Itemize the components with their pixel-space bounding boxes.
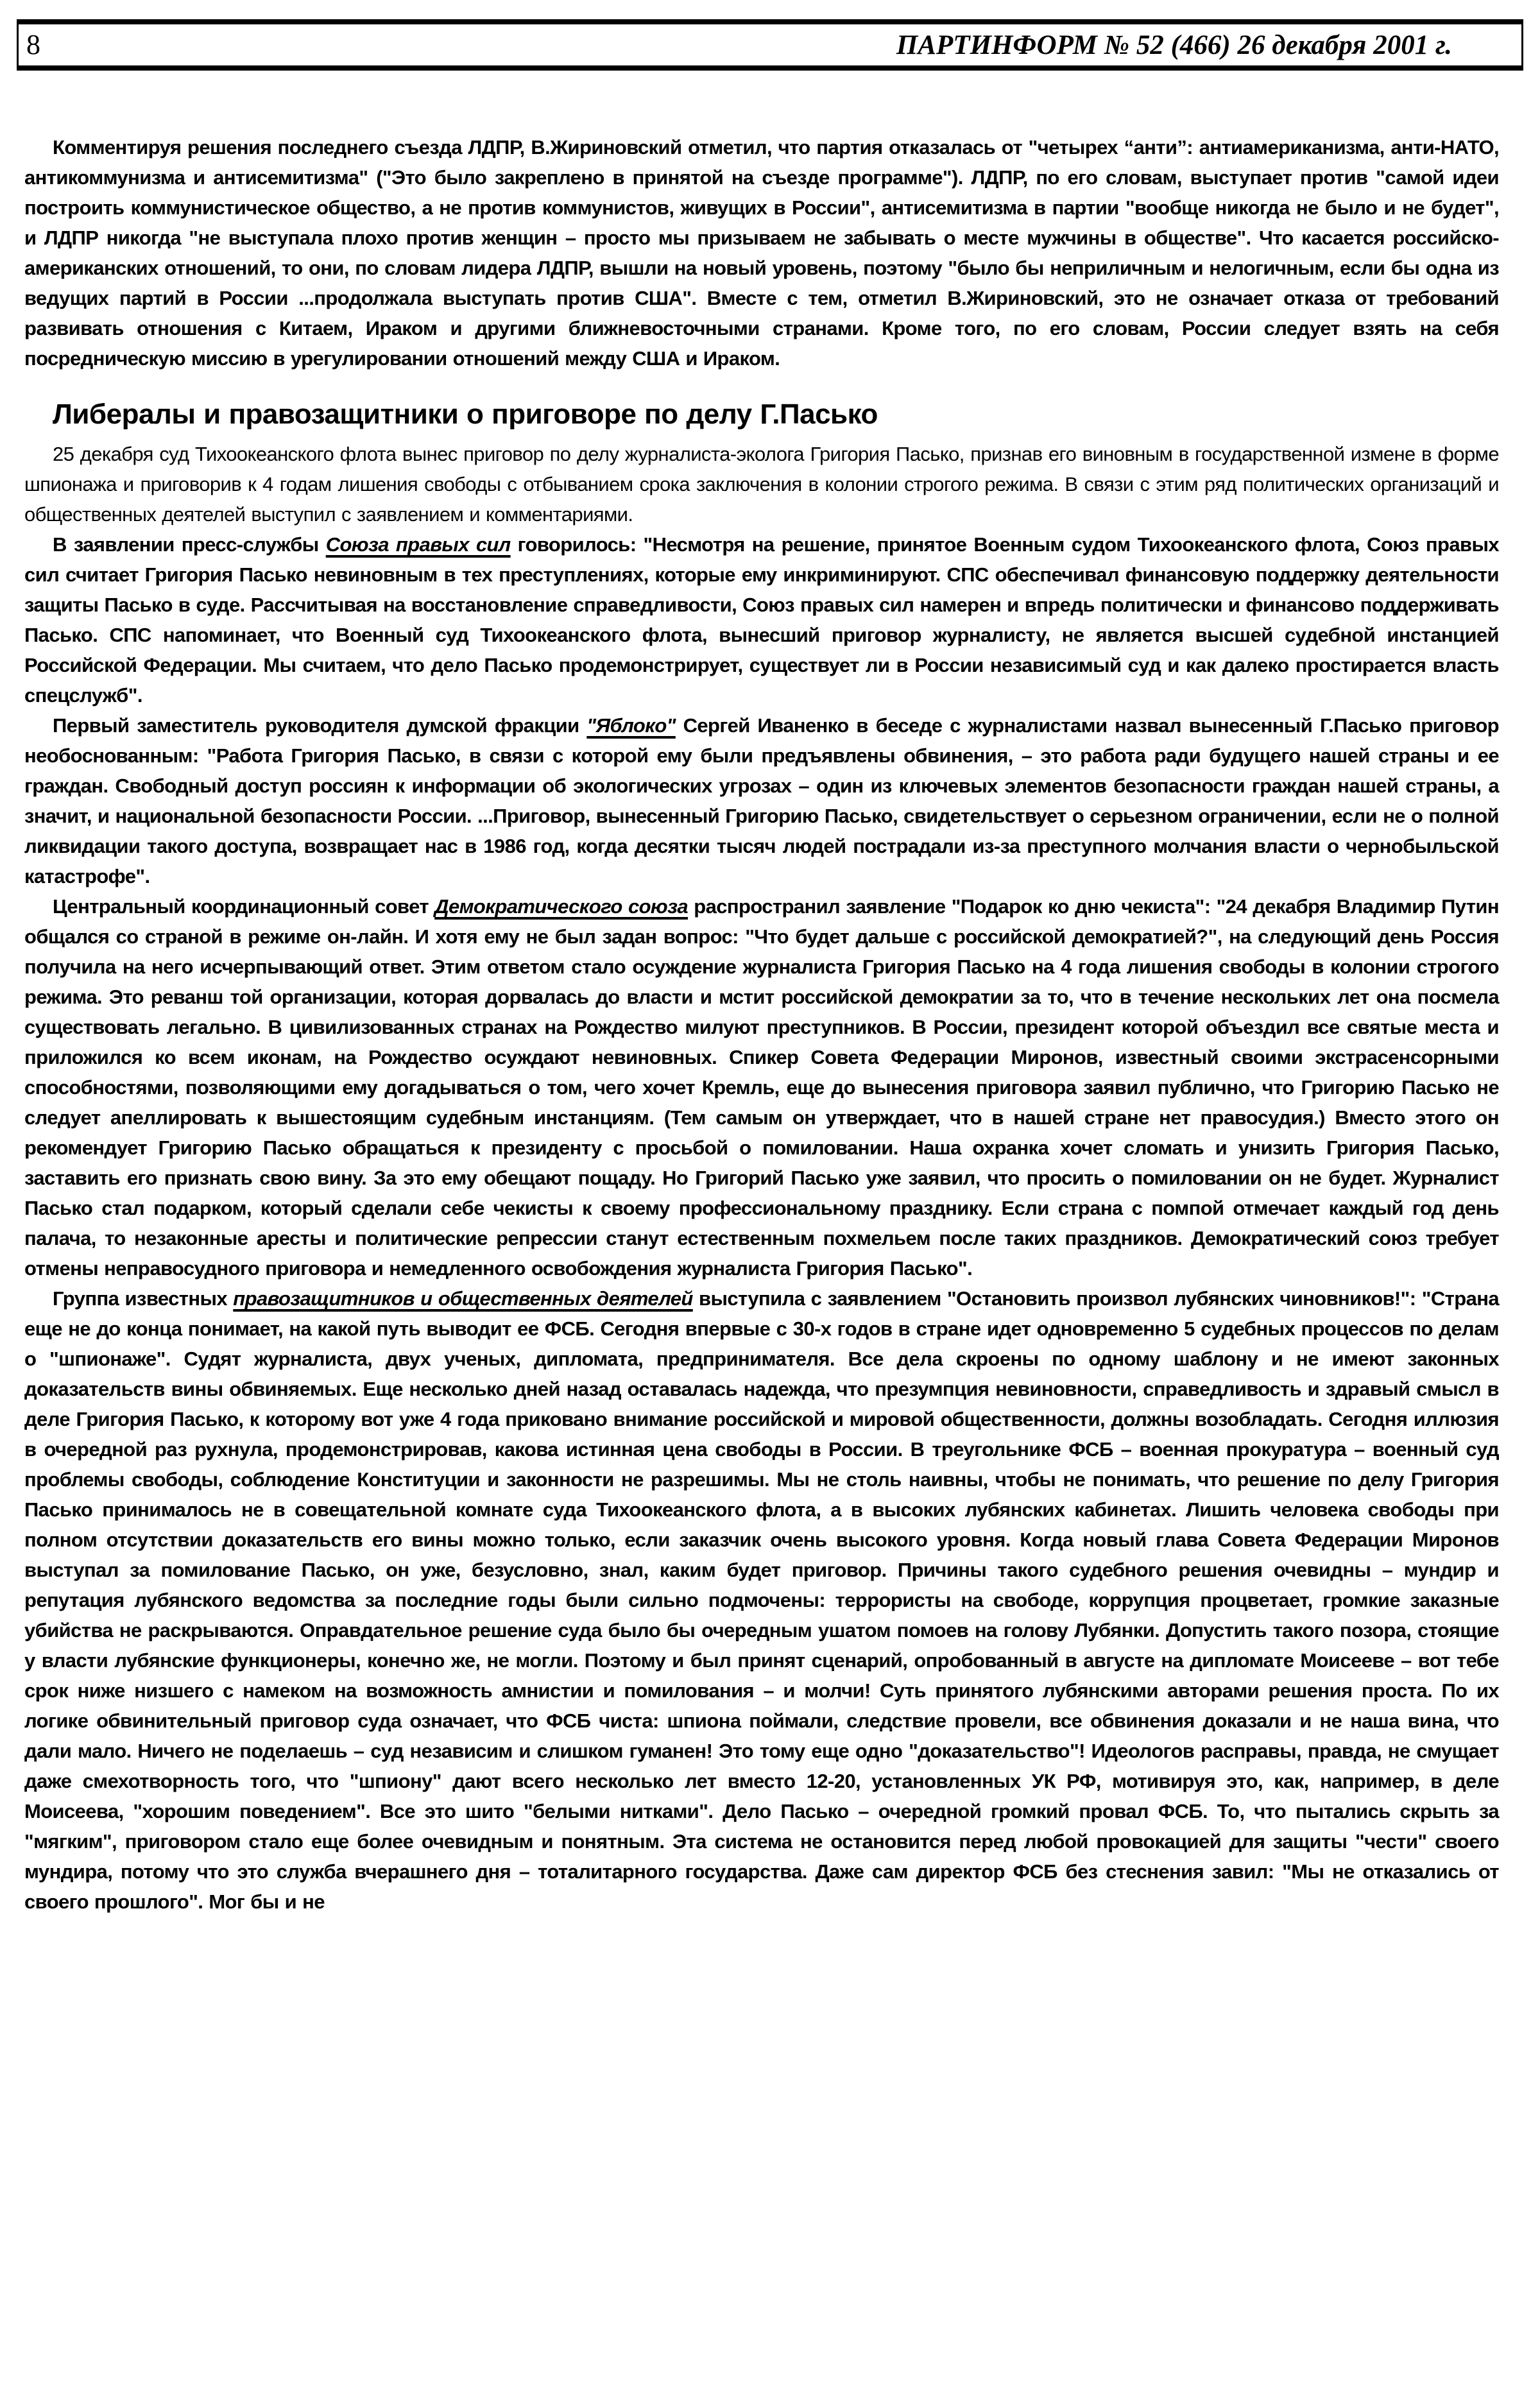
page-number: 8 (26, 29, 40, 60)
statement-text: В заявлении пресс-службы (53, 533, 326, 556)
statement-text: Центральный координационный совет (53, 895, 435, 918)
newsletter-title: ПАРТИНФОРМ № 52 (466) 26 декабря 2001 г. (896, 30, 1452, 60)
statement-paragraph-yabloko (24, 710, 1499, 891)
statement-text: Сергей Иваненко в беседе с журналистами назвал вынесенный Г.Пасько приговор необоснованным: "Работа Григория Пасько, в связи с которой ему были предъявлены обвинения, – это работа ради будущего нашей страны и ее граждан. Свободный доступ россиян к информации об экологических угрозах – один из ключевых элементов безопасности граждан нашей страны, а значит, и национальной безопасности России. ...Приговор, вынесенный Григорию Пасько, свидетельствует о серьезном ограничении, если не о полной ликвидации такого доступа, возвращает нас в 1986 год, когда десятки тысяч людей пострадали из-за преступного молчания власти о чернобыльской катастрофе". (24, 714, 1499, 887)
page-header (17, 19, 1523, 71)
statement-text: Группа известных (53, 1287, 234, 1310)
statement-text: выступила с заявлением "Остановить произвол лубянских чиновников!": "Страна еще не до конца понимает, на какой путь выводит ее ФСБ. Сегодня впервые с 30-х годов в стране идет одновременно 5 судебных процессов по делам о "шпионаже". Судят журналиста, двух ученых, дипломата, предпринимателя. Все дела скроены по одному шаблону и не имеют законных доказательств вины обвиняемых. Еще несколько дней назад оставалась надежда, что презумпция невиновности, справедливость и здравый смысл в деле Григория Пасько, к которому вот уже 4 года приковано внимание российской и мировой общественности, должны возобладать. Сегодня иллюзия в очередной раз рухнула, продемонстрировав, какова истинная цена свободы в России. В треугольнике ФСБ – военная прокуратура – военный суд проблемы свободы, соблюдение Конституции и законности не разрешимы. Мы не столь наивны, чтобы не понимать, что решение по делу Григория Пасько принималось не в совещательной комнате суда Тихоокеанского флота, а в высоких лубянских кабинетах. Лишить человека свободы при полном отсутствии доказательств его вины можно только, если заказчик очень высокого уровня. Когда новый глава Совета Федерации Миронов выступал за помилование Пасько, он уже, безусловно, знал, каким будет приговор. Причины такого судебного решения очевидны – мундир и репутация лубянского ведомства за последние годы были сильно подмочены: террористы на свободе, коррупция процветает, громкие заказные убийства не раскрываются. Оправдательное решение суда было бы очередным ушатом помоев на голову Лубянки. Допустить такого позора, стоящие у власти лубянские функционеры, конечно же, не могли. Поэтому и был принят сценарий, опробованный в августе на дипломате Моисееве – вот тебе срок ниже низшего с намеком на возможность амнистии и помилования – и молчи! Суть принятого лубянскими авторами решения проста. По их логике обвинительный приговор суда означает, что ФСБ чиста: шпиона поймали, следствие провели, все обвинения доказали и не наша вина, что дали мало. Ничего не поделаешь – суд независим и слишком гуманен! Это тому еще одно "доказательство"! Идеологов расправы, правда, не смущает даже смехотворность того, что "шпиону" дают всего несколько лет вместо 12-20, установленных УК РФ, мотивируя это, как, например, в деле Моисеева, "хорошим поведением". Все это шито "белыми нитками". Дело Пасько – очередной громкий провал ФСБ. То, что пытались скрыть за "мягким", приговором стало еще более очевидным и понятным. Эта система не остановится перед любой провокацией для защиты "чести" своего мундира, потому что это служба вчерашнего дня – тоталитарного государства. Даже сам директор ФСБ без стеснения завил: "Мы не отказались от своего прошлого". Мог бы и не (24, 1287, 1499, 1913)
organization-name-sps: Союза правых сил (325, 533, 511, 556)
statement-text: распространил заявление "Подарок ко дню чекиста": "24 декабря Владимир Путин общался со страной в режиме он-лайн. И хотя ему не был задан вопрос: "Что будет дальше с российской демократией?", на следующий день Россия получила на него исчерпывающий ответ. Этим ответом стало осуждение журналиста Григория Пасько на 4 года лишения свободы в колонии строгого режима. Это реванш той организации, которая дорвалась до власти и мстит российской демократии за то, что в течение нескольких лет она посмела существовать легально. В цивилизованных странах на Рождество милуют преступников. В России, президент которой объездил все святые места и приложился ко всем иконам, на Рождество осуждают невиновных. Спикер Совета Федерации Миронов, известный своими экстрасенсорными способностями, позволяющими ему догадываться о том, чего хочет Кремль, еще до вынесения приговора заявил публично, что Григорию Пасько не следует апеллировать к вышестоящим судебным инстанциям. (Тем самым он утверждает, что в нашей стране нет правосудия.) Вместо этого он рекомендует Григорию Пасько обращаться к президенту с просьбой о помиловании. Наша охранка хочет сломать и унизить Григория Пасько, заставить его признать свою вину. За это ему обещают пощаду. Но Григорий Пасько уже заявил, что просить о помиловании он не будет. Журналист Пасько стал подарком, который сделали себе чекисты к своему профессиональному празднику. Если страна с помпой отмечает каждый год день палача, то незаконные аресты и политические репрессии станут естественным похмельем после таких праздников. Демократический союз требует отмены неправосудного приговора и немедленного освобождения журналиста Григория Пасько". (24, 895, 1499, 1280)
article-heading: Либералы и правозащитники о приговоре по делу Г.Пасько (53, 398, 878, 430)
group-name-rights-activists: правозащитников и общественных деятелей (233, 1287, 693, 1310)
statement-paragraph-rights-activists (24, 1283, 1499, 1917)
statement-paragraph-sps (24, 529, 1499, 710)
statement-text: говорилось: "Несмотря на решение, принятое Военным судом Тихоокеанского флота, Союз правых сил считает Григория Пасько невиновным в тех преступлениях, которые ему инкриминируют. СПС обеспечивал финансовую поддержку деятельности защиты Пасько в суде. Рассчитывая на восстановление справедливости, Союз правых сил намерен и впредь политически и финансово поддерживать Пасько. СПС напоминает, что Военный суд Тихоокеанского флота, вынесший приговор журналисту, не является высшей судебной инстанцией Российской Федерации. Мы считаем, что дело Пасько продемонстрирует, существует ли в России независимый суд и как далеко простирается власть спецслужб". (24, 533, 1500, 707)
page-body (24, 132, 1499, 1917)
intro-paragraph: Комментируя решения последнего съезда ЛДПР, В.Жириновский отметил, что партия отказалась от "четырех “анти”: антиамериканизма, анти-НАТО, антикоммунизма и антисемитизма" ("Это было закреплено в принятой на съезде программе"). ЛДПР, по его словам, выступает против "самой идеи построить коммунистическое общество, а не против коммунистов, живущих в России", антисемитизма в партии "вообще никогда не было и не будет", и ЛДПР никогда "не выступала плохо против женщин – просто мы призываем не забывать о месте мужчины в обществе". Что касается российско-американских отношений, то они, по словам лидера ЛДПР, вышли на новый уровень, поэтому "было бы неприличным и нелогичным, если бы одна из ведущих партий в России ...продолжала выступать против США". Вместе с тем, отметил В.Жириновский, это не означает отказа от требований развивать отношения с Китаем, Ираком и другими ближневосточными странами. Кроме того, по его словам, России следует взять на себя посредническую миссию в урегулировании отношений между США и Ираком. (24, 136, 1499, 370)
article-lead-paragraph: 25 декабря суд Тихоокеанского флота вынес приговор по делу журналиста-эколога Григория Пасько, признав его виновным в государственной измене в форме шпионажа и приговорив к 4 годам лишения свободы с отбыванием срока заключения в колонии строгого режима. В связи с этим ряд политических организаций и общественных деятелей выступил с заявлением и комментариями. (24, 443, 1499, 526)
organization-name-yabloko: "Яблоко" (586, 714, 676, 737)
statement-paragraph-demsoyuz (24, 891, 1499, 1283)
statement-text: Первый заместитель руководителя думской фракции (53, 714, 587, 737)
organization-name-demsoyuz: Демократического союза (434, 895, 689, 918)
